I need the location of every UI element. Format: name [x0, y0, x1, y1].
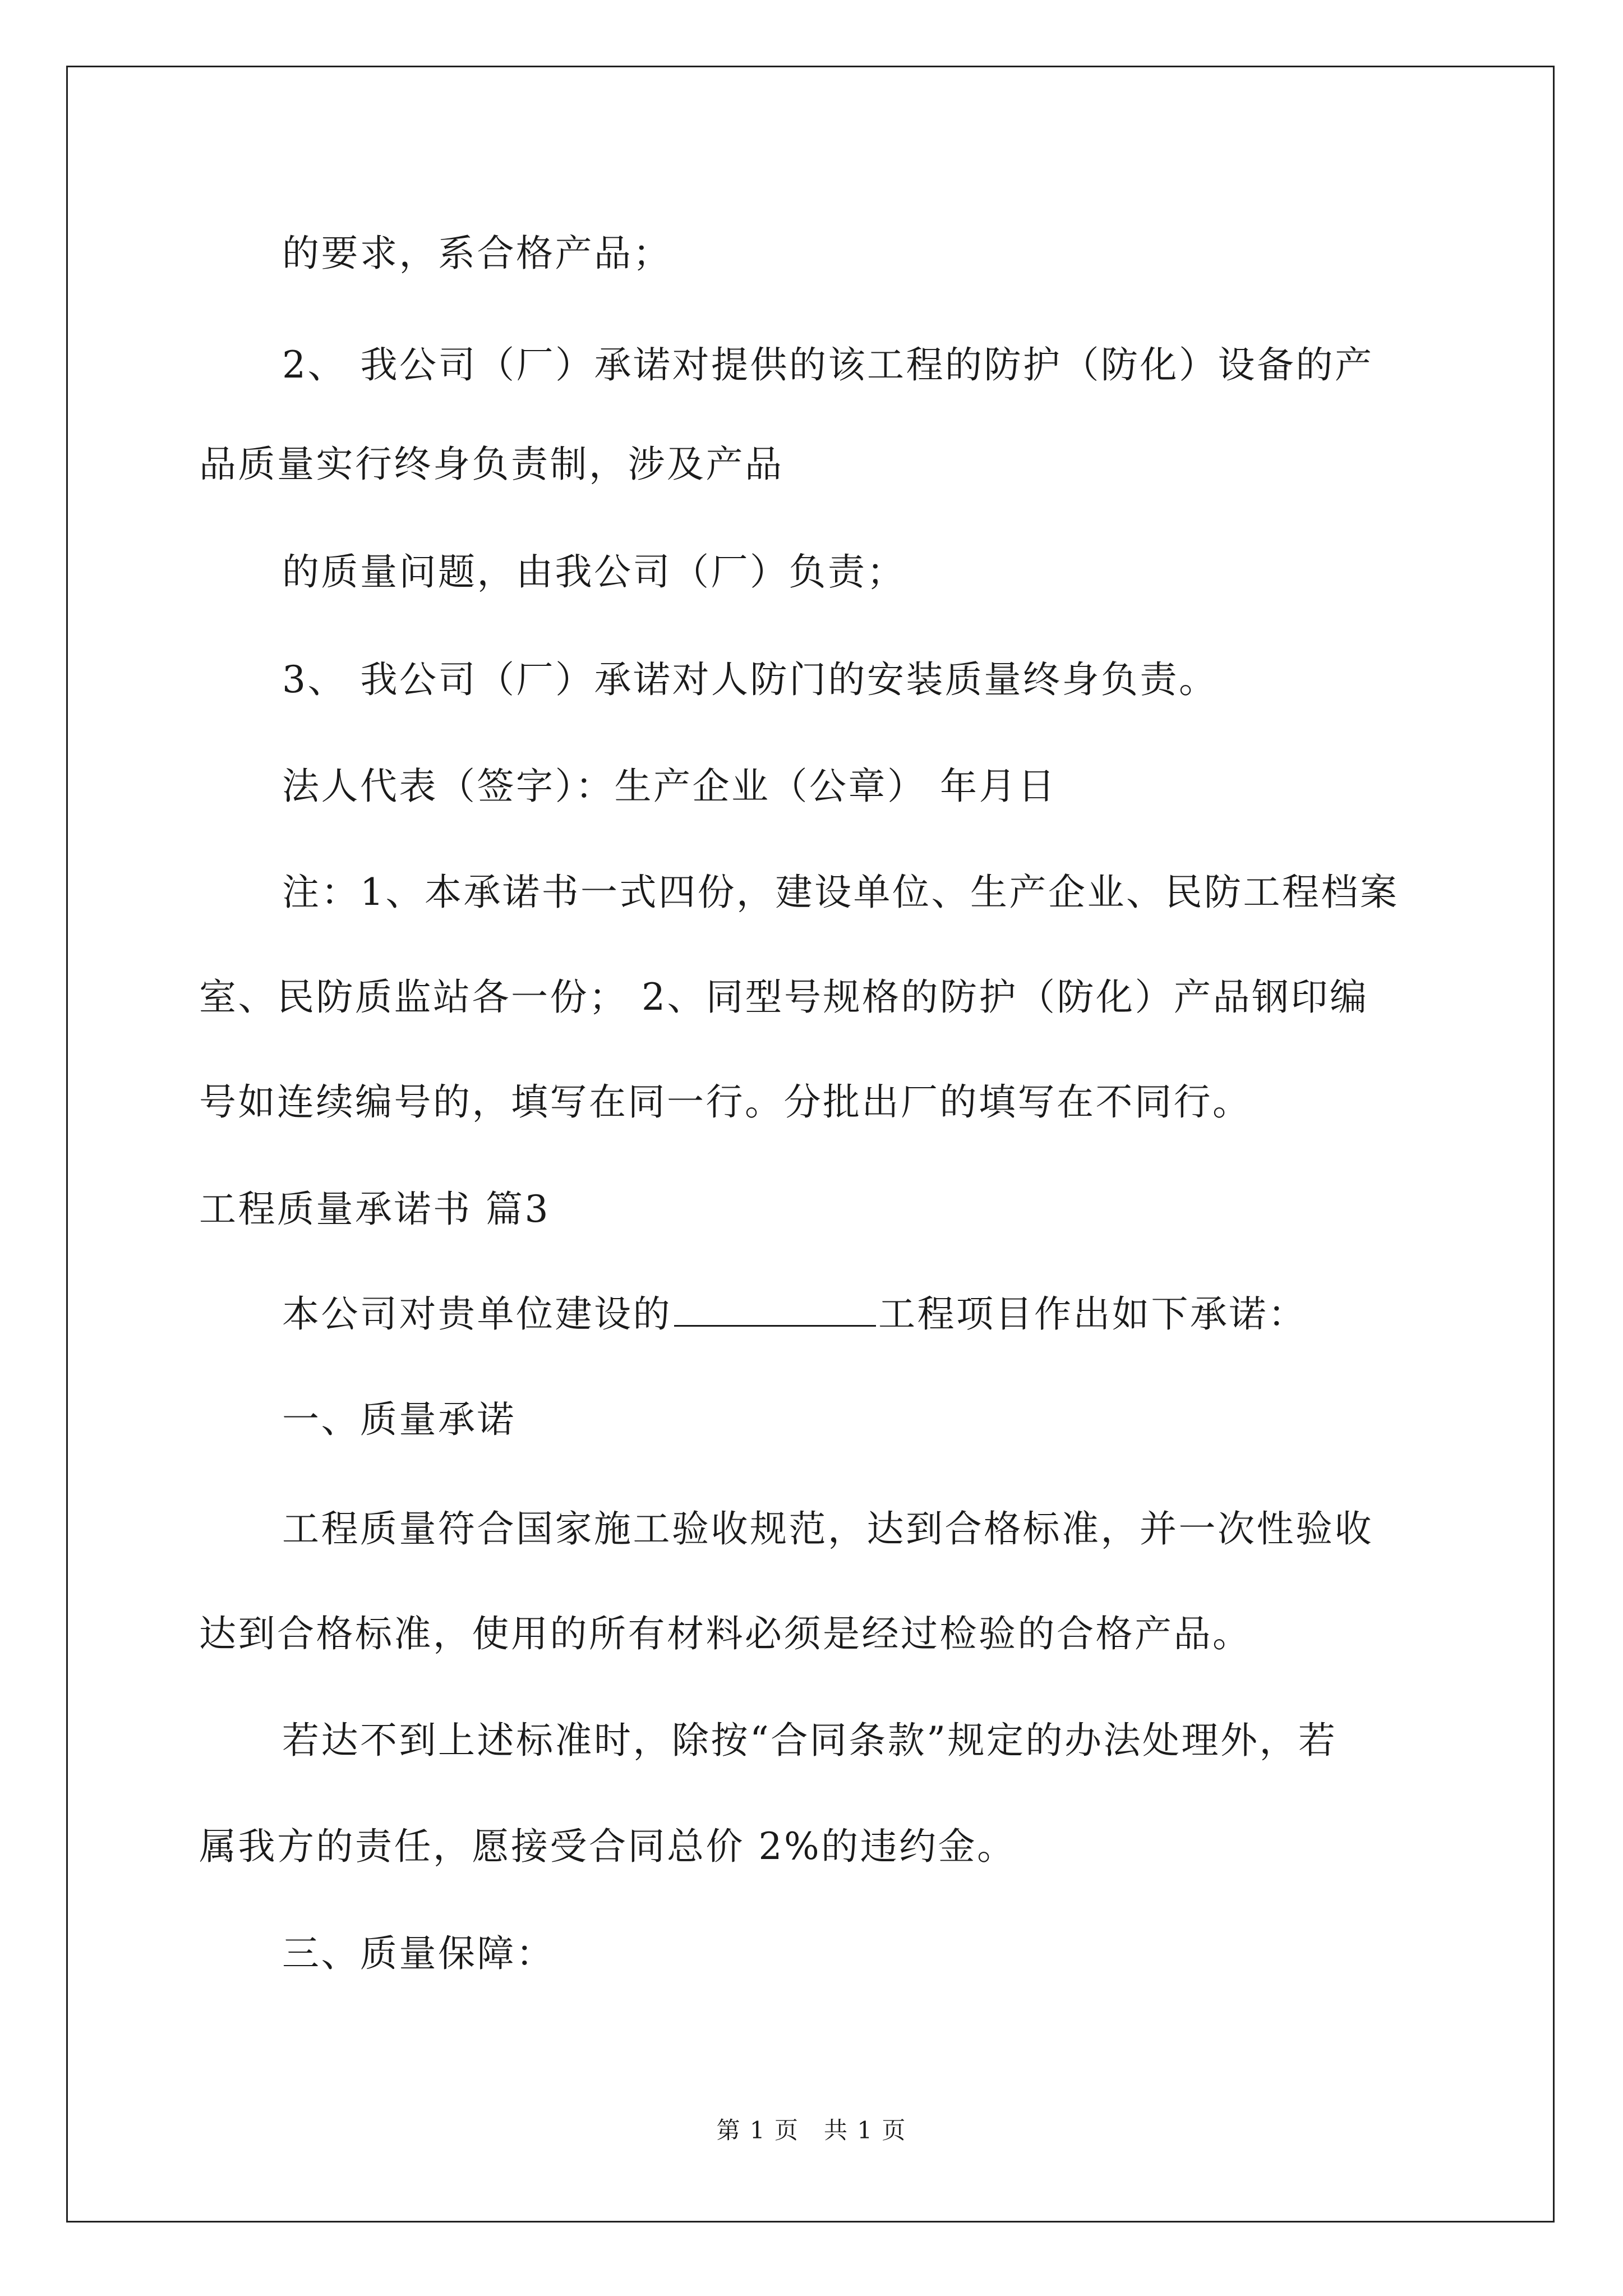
commitment-intro-after: 工程项目作出如下承诺： [878, 1292, 1307, 1336]
subsection-heading: 一、质量承诺 [282, 1398, 516, 1441]
note-line: 注：1、本承诺书一式四份，建设单位、生产企业、民防工程档案 [282, 871, 1399, 914]
signature-line: 法人代表（签字）：生产企业（公章） 年月日 [282, 765, 1057, 808]
note-line: 室、民防质监站各一份； 2、同型号规格的防护（防化）产品钢印编 [199, 976, 1369, 1019]
text-line: 的质量问题，由我公司（厂）负责； [282, 550, 906, 593]
page-footer: 第 1 页 共 1 页 [716, 2116, 907, 2144]
text-line: 达到合格标准，使用的所有材料必须是经过检验的合格产品。 [199, 1612, 1252, 1655]
text-line: 3、 我公司（厂）承诺对人防门的安装质量终身负责。 [282, 658, 1218, 701]
text-line: 工程质量符合国家施工验收规范，达到合格标准，并一次性验收 [282, 1507, 1373, 1550]
commitment-intro-before: 本公司对贵单位建设的 [282, 1292, 672, 1336]
text-line: 的要求，系合格产品； [282, 232, 672, 275]
text-line: 品质量实行终身负责制，涉及产品 [199, 443, 784, 486]
note-line: 号如连续编号的，填写在同一行。分批出厂的填写在不同行。 [199, 1080, 1252, 1124]
project-name-blank [674, 1291, 876, 1327]
subsection-heading: 三、质量保障： [282, 1932, 555, 1975]
text-line: 2、 我公司（厂）承诺对提供的该工程的防护（防化）设备的产 [282, 343, 1374, 386]
text-line: 若达不到上述标准时，除按“合同条款”规定的办法处理外，若 [282, 1719, 1338, 1762]
commitment-intro [282, 1289, 1307, 1340]
section-heading: 工程质量承诺书 篇3 [199, 1188, 550, 1231]
text-line: 属我方的责任，愿接受合同总价 2%的违约金。 [199, 1825, 1016, 1868]
